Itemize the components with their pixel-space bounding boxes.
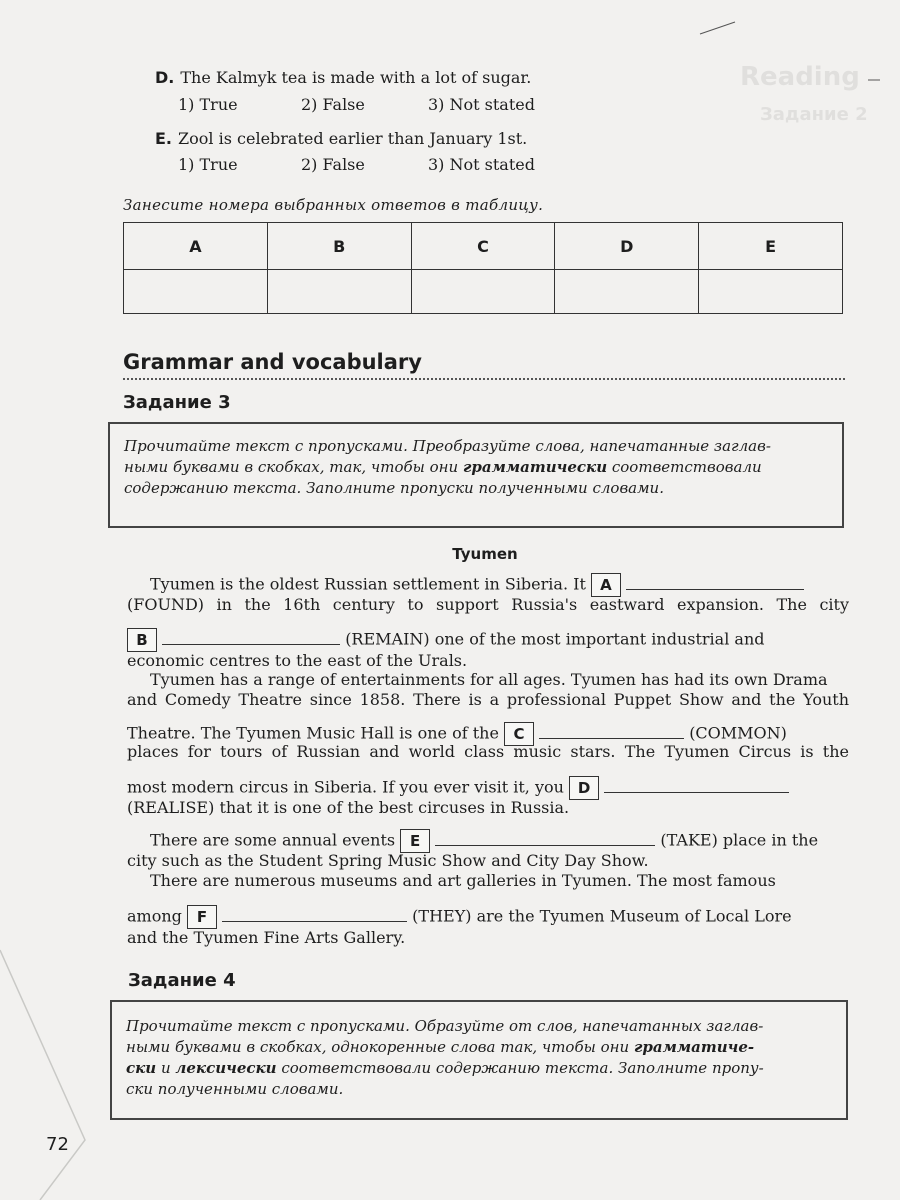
question-d [155, 68, 531, 87]
text-line: most modern circus in Siberia. If you ever visit it, you D [127, 776, 849, 800]
answer-header-e: E [699, 223, 843, 270]
answer-table [123, 222, 843, 314]
question-text: The Kalmyk tea is made with a lot of sugar. [180, 68, 532, 87]
task4-instruction-line: ски полученными словами. [126, 1080, 344, 1098]
task4-instruction-box [110, 1000, 848, 1120]
bleed-through-heading: Reading [740, 62, 860, 92]
answer-header-b: B [267, 223, 411, 270]
answer-cell-a[interactable] [124, 270, 268, 314]
option-false: 2) False [301, 155, 365, 174]
section-divider [123, 378, 845, 380]
text-line: There are numerous museums and art galleries in Tyumen. The most famous [150, 871, 776, 890]
answer-header-d: D [555, 223, 699, 270]
question-e [155, 129, 527, 148]
option-false: 2) False [301, 95, 365, 114]
task4-instruction-line: ными буквами в скобках, однокоренные слова так, чтобы они грамматиче- [126, 1038, 755, 1056]
answer-cell-d[interactable] [555, 270, 699, 314]
task3-title: Задание 3 [123, 392, 231, 413]
answer-cell-e[interactable] [699, 270, 843, 314]
gap-a-answer[interactable] [626, 575, 804, 590]
question-e-options [178, 155, 535, 174]
text-line: city such as the Student Spring Music Show and City Day Show. [127, 851, 649, 870]
text-line: places for tours of Russian and world class music stars. The Tyumen Circus is the [127, 742, 849, 761]
task4-title: Задание 4 [128, 970, 236, 991]
question-letter: D. [155, 68, 175, 87]
gap-f-label: F [187, 905, 217, 929]
text-line: Theatre. The Tyumen Music Hall is one of the C (COMMON) [127, 722, 849, 746]
task3-instruction-line: содержанию текста. Заполните пропуски полученными словами. [124, 479, 664, 497]
text-line: (FOUND) in the 16th century to support Russia's eastward expansion. The city [127, 595, 849, 614]
answer-cell-b[interactable] [267, 270, 411, 314]
gap-b-label: B [127, 628, 157, 652]
gap-c-label: C [504, 722, 534, 746]
option-not-stated: 3) Not stated [428, 155, 535, 174]
gap-a-label: A [591, 573, 621, 597]
question-d-options [178, 95, 535, 114]
text-line: Tyumen has a range of entertainments for all ages. Tyumen has had its own Drama [150, 670, 828, 689]
gap-c-answer[interactable] [539, 724, 684, 739]
text-line: There are some annual events E (TAKE) place in the [150, 829, 849, 853]
text-line: economic centres to the east of the Urals. [127, 651, 468, 670]
text-line: and the Tyumen Fine Arts Gallery. [127, 928, 406, 947]
task3-instruction-box [108, 422, 844, 528]
gap-d-label: D [569, 776, 599, 800]
page-number: 72 [46, 1134, 69, 1155]
section-title: Grammar and vocabulary [123, 350, 422, 374]
text-line: Tyumen is the oldest Russian settlement in Siberia. It A [150, 573, 849, 597]
option-not-stated: 3) Not stated [428, 95, 535, 114]
answer-header-c: C [411, 223, 555, 270]
bleed-through-subheading: Задание 2 [760, 104, 868, 125]
text-line: among F (THEY) are the Tyumen Museum of Local Lore [127, 905, 849, 929]
option-true: 1) True [178, 95, 238, 114]
gap-f-answer[interactable] [222, 907, 407, 922]
task4-instruction-line: ски и лексически соответствовали содержанию текста. Заполните пропу- [126, 1059, 764, 1077]
question-letter: E. [155, 129, 173, 148]
gap-e-label: E [400, 829, 430, 853]
task3-instruction-line: Прочитайте текст с пропусками. Преобразуйте слова, напечатанные заглав- [124, 437, 771, 455]
option-true: 1) True [178, 155, 238, 174]
gap-b-answer[interactable] [162, 630, 340, 645]
text-line: (REALISE) that it is one of the best circuses in Russia. [127, 798, 570, 817]
answer-instruction: Занесите номера выбранных ответов в таблицу. [123, 196, 544, 214]
text-line: B (REMAIN) one of the most important industrial and [127, 628, 849, 652]
answer-header-a: A [124, 223, 268, 270]
task3-instruction-line: ными буквами в скобках, так, чтобы они грамматически соответствовали [124, 458, 762, 476]
answer-cell-c[interactable] [411, 270, 555, 314]
gap-d-answer[interactable] [604, 778, 789, 793]
gap-e-answer[interactable] [435, 831, 655, 846]
text-line: and Comedy Theatre since 1858. There is a professional Puppet Show and the Youth [127, 690, 849, 709]
task4-instruction-line: Прочитайте текст с пропусками. Образуйте от слов, напечатанных заглав- [126, 1017, 764, 1035]
question-text: Zool is celebrated earlier than January 1st. [178, 129, 528, 148]
text-title: Tyumen [452, 545, 518, 563]
